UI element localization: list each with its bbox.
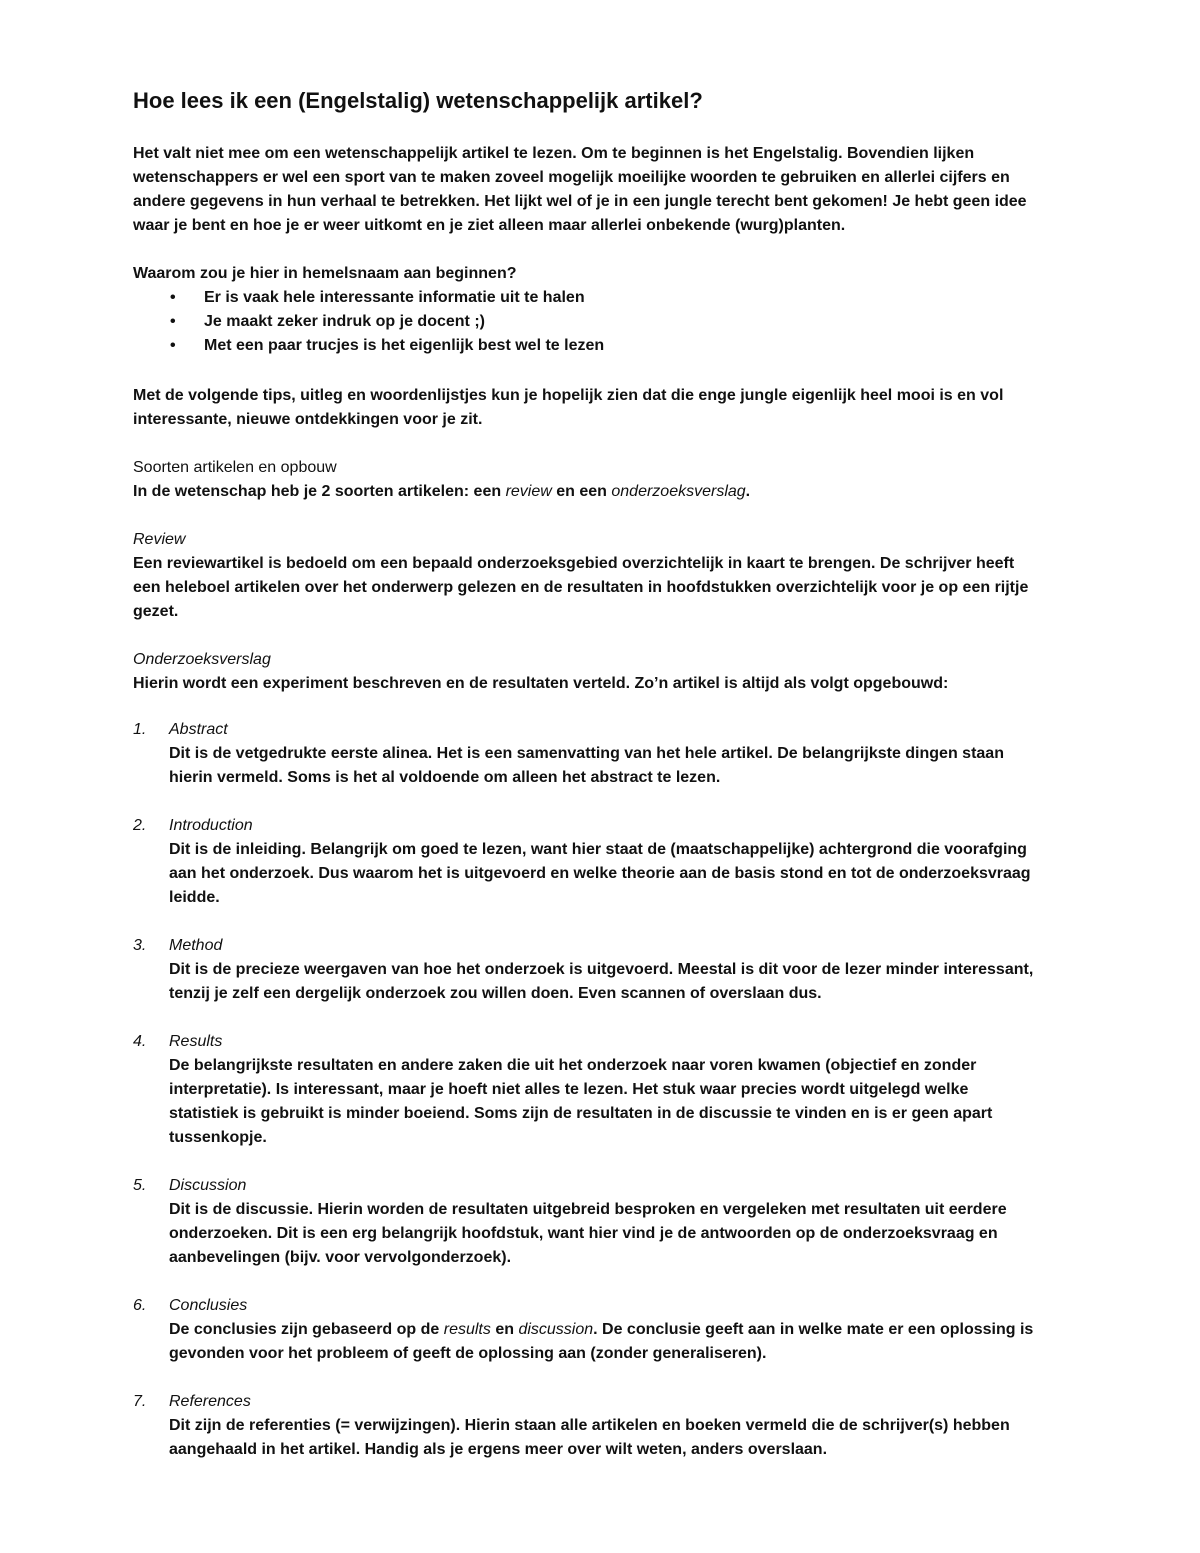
section-item-method bbox=[133, 934, 1038, 1006]
intro-paragraph bbox=[133, 142, 1038, 238]
why-section bbox=[133, 262, 1038, 358]
list-item bbox=[133, 310, 1038, 334]
review-text: Een reviewartikel is bedoeld om een bepaald onderzoeksgebied overzichtelijk in kaart te brengen. De schrijver heeft een heleboel artikelen over het onderwerp gelezen en de resultaten in hoofdstukken overzichtelijk voor je op een rijtje gezet. bbox=[133, 555, 1029, 620]
section-description bbox=[169, 1318, 1038, 1366]
section-item-results bbox=[133, 1030, 1038, 1150]
section-name: References bbox=[169, 1393, 251, 1410]
bullet-icon: • bbox=[170, 337, 176, 354]
list-item-text: Met een paar trucjes is het eigenlijk best wel te lezen bbox=[204, 337, 605, 354]
document-title: Hoe lees ik een (Engelstalig) wetenschappelijk artikel? bbox=[133, 88, 703, 113]
section-number: 6. bbox=[133, 1297, 147, 1314]
review-term: review bbox=[505, 483, 552, 500]
section-name: Method bbox=[169, 937, 223, 954]
section-description-part: en bbox=[490, 1321, 519, 1338]
review-heading: Review bbox=[133, 531, 186, 548]
section-description: Dit is de vetgedrukte eerste alinea. Het is een samenvatting van het hele artikel. De belangrijkste dingen staan hierin vermeld. Soms is het al voldoende om alleen het abstract te lezen. bbox=[169, 745, 1004, 786]
section-description-part: . De conclusie geeft aan in welke mate er een oplossing is gevonden voor het probleem of geeft de oplossing aan (zonder generaliseren). bbox=[169, 1321, 1034, 1362]
bullet-icon: • bbox=[170, 289, 176, 306]
section-item-conclusions bbox=[133, 1294, 1038, 1366]
section-number: 3. bbox=[133, 937, 147, 954]
section-name: Results bbox=[169, 1033, 223, 1050]
research-report-term: onderzoeksverslag bbox=[611, 483, 746, 500]
list-item-text: Je maakt zeker indruk op je docent ;) bbox=[204, 313, 485, 330]
section-name: Conclusies bbox=[169, 1297, 248, 1314]
why-question: Waarom zou je hier in hemelsnaam aan beginnen? bbox=[133, 265, 517, 282]
tips-text: Met de volgende tips, uitleg en woordenlijstjes kun je hopelijk zien dat die enge jungle eigenlijk heel mooi is en vol interessante, nieuwe ontdekkingen voor je zit. bbox=[133, 387, 1004, 428]
section-number: 2. bbox=[133, 817, 147, 834]
article-types-text bbox=[133, 480, 1038, 504]
why-list bbox=[133, 286, 1038, 358]
section-item-introduction bbox=[133, 814, 1038, 910]
section-number: 1. bbox=[133, 721, 147, 738]
article-types-section bbox=[133, 456, 1038, 504]
discussion-term: discussion bbox=[518, 1321, 594, 1338]
section-description: De belangrijkste resultaten en andere zaken die uit het onderzoek naar voren kwamen (objectief en zonder interpretatie). Is interessant, maar je hoeft niet alles te lezen. Het stuk waar precies wordt uitgelegd welke statistiek is gebruikt is minder boeiend. Soms zijn de resultaten in de discussie te vinden en is er geen apart tussenkopje. bbox=[169, 1057, 993, 1146]
tips-paragraph bbox=[133, 384, 1038, 432]
review-section bbox=[133, 528, 1038, 624]
article-types-text-part: en een bbox=[551, 483, 612, 500]
article-types-text-part: . bbox=[745, 483, 751, 500]
list-item bbox=[133, 334, 1038, 358]
section-number: 7. bbox=[133, 1393, 147, 1410]
intro-text: Het valt niet mee om een wetenschappelijk artikel te lezen. Om te beginnen is het Engelstalig. Bovendien lijken wetenschappers er wel een sport van te maken zoveel mogelijk moeilijke woorden te gebruiken en allerlei cijfers en andere gegevens in hun verhaal te betrekken. Het lijkt wel of je in een jungle terecht bent gekomen! Je hebt geen idee waar je bent en hoe je er weer uitkomt en je ziet alleen maar allerlei onbekende (wurg)planten. bbox=[133, 145, 1027, 234]
results-term: results bbox=[443, 1321, 491, 1338]
research-report-text: Hierin wordt een experiment beschreven en de resultaten verteld. Zo’n artikel is altijd als volgt opgebouwd: bbox=[133, 675, 949, 692]
list-item-text: Er is vaak hele interessante informatie uit te halen bbox=[204, 289, 585, 306]
article-types-heading: Soorten artikelen en opbouw bbox=[133, 459, 337, 476]
section-number: 5. bbox=[133, 1177, 147, 1194]
section-item-abstract bbox=[133, 718, 1038, 790]
section-item-references bbox=[133, 1390, 1038, 1462]
bullet-icon: • bbox=[170, 313, 176, 330]
section-description: Dit is de precieze weergaven van hoe het onderzoek is uitgevoerd. Meestal is dit voor de lezer minder interessant, tenzij je zelf een dergelijk onderzoek zou willen doen. Even scannen of overslaan dus. bbox=[169, 961, 1034, 1002]
research-report-section bbox=[133, 648, 1038, 696]
section-description: Dit zijn de referenties (= verwijzingen). Hierin staan alle artikelen en boeken vermeld die de schrijver(s) hebben aangehaald in het artikel. Handig als je ergens meer over wilt weten, anders overslaan. bbox=[169, 1417, 1010, 1458]
section-description: Dit is de discussie. Hierin worden de resultaten uitgebreid besproken en vergeleken met resultaten uit eerdere onderzoeken. Dit is een erg belangrijk hoofdstuk, want hier vind je de antwoorden op de onderzoeksvraag en aanbevelingen (bijv. voor vervolgonderzoek). bbox=[169, 1201, 1007, 1266]
section-description: Dit is de inleiding. Belangrijk om goed te lezen, want hier staat de (maatschappelijke) achtergrond die voorafging aan het onderzoek. Dus waarom het is uitgevoerd en welke theorie aan de basis stond en tot de onderzoeksvraag leidde. bbox=[169, 841, 1031, 906]
section-name: Abstract bbox=[169, 721, 228, 738]
section-item-discussion bbox=[133, 1174, 1038, 1270]
research-report-heading: Onderzoeksverslag bbox=[133, 651, 271, 668]
section-description-part: De conclusies zijn gebaseerd op de bbox=[169, 1321, 444, 1338]
section-name: Introduction bbox=[169, 817, 253, 834]
article-types-text-part: In de wetenschap heb je 2 soorten artikelen: een bbox=[133, 483, 506, 500]
section-number: 4. bbox=[133, 1033, 147, 1050]
list-item bbox=[133, 286, 1038, 310]
section-name: Discussion bbox=[169, 1177, 247, 1194]
